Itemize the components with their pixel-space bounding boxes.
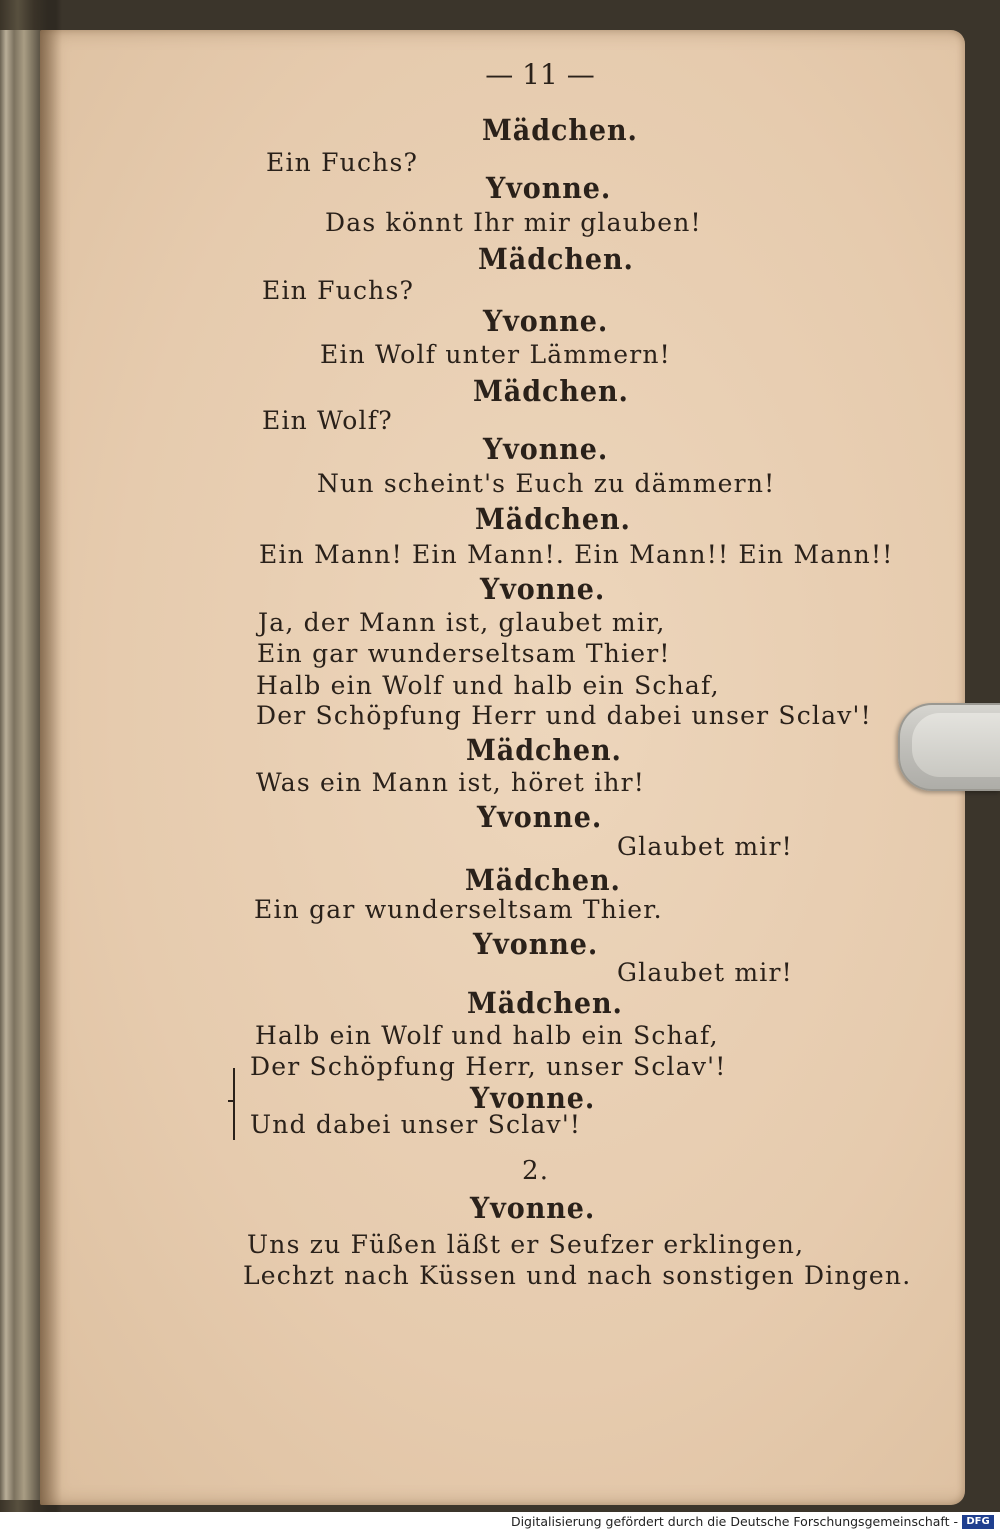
page-number: — 11 —: [485, 58, 595, 91]
verse-line: Was ein Mann ist, höret ihr!: [256, 768, 646, 797]
verse-line: Ein gar wunderseltsam Thier!: [257, 639, 671, 668]
verse-line: Ein Fuchs?: [266, 148, 419, 177]
verse-line: Ein gar wunderseltsam Thier.: [254, 895, 663, 924]
speaker-label: Yvonne.: [483, 304, 609, 338]
verse-line: Halb ein Wolf und halb ein Schaf,: [256, 671, 720, 700]
verse-line: Ein Wolf?: [262, 406, 393, 435]
verse-line: Ein Mann! Ein Mann!. Ein Mann!! Ein Mann!!: [259, 540, 894, 569]
verse-line: Und dabei unser Sclav'!: [250, 1110, 582, 1139]
verse-line: Uns zu Füßen läßt er Seufzer erklingen,: [247, 1230, 805, 1259]
footer-bar: [0, 1512, 1000, 1533]
speaker-label: Mädchen.: [466, 733, 622, 767]
verse-line: Halb ein Wolf und halb ein Schaf,: [255, 1021, 719, 1050]
speaker-label: Yvonne.: [470, 1191, 596, 1225]
speaker-label: Mädchen.: [473, 374, 629, 408]
verse-line: Das könnt Ihr mir glauben!: [325, 208, 702, 237]
verse-line: Nun scheint's Euch zu dämmern!: [317, 469, 776, 498]
verse-line: Ja, der Mann ist, glaubet mir,: [258, 608, 666, 637]
page-gutter-shadow: [40, 30, 62, 1505]
verse-bracket-tip: [228, 1100, 234, 1102]
verse-bracket: [233, 1068, 245, 1140]
speaker-label: Mädchen.: [482, 113, 638, 147]
verse-line: Glaubet mir!: [617, 832, 793, 861]
verse-line: Glaubet mir!: [617, 958, 793, 987]
footer-credit: Digitalisierung gefördert durch die Deutsche Forschungsgemeinschaft -: [510, 1514, 958, 1529]
section-number: 2.: [522, 1156, 550, 1186]
speaker-label: Yvonne.: [477, 800, 603, 834]
speaker-label: Yvonne.: [483, 432, 609, 466]
speaker-label: Mädchen.: [467, 986, 623, 1020]
speaker-label: Yvonne.: [470, 1081, 596, 1115]
speaker-label: Mädchen.: [475, 502, 631, 536]
speaker-label: Mädchen.: [465, 863, 621, 897]
verse-line: Der Schöpfung Herr und dabei unser Sclav'!: [256, 701, 872, 730]
speaker-label: Mädchen.: [478, 242, 634, 276]
verse-line: Der Schöpfung Herr, unser Sclav'!: [250, 1052, 727, 1081]
speaker-label: Yvonne.: [480, 572, 606, 606]
verse-line: Ein Fuchs?: [262, 276, 415, 305]
speaker-label: Yvonne.: [473, 927, 599, 961]
dfg-logo: DFG: [962, 1515, 994, 1529]
verse-line: Lechzt nach Küssen und nach sonstigen Dingen.: [243, 1261, 912, 1290]
verse-line: Ein Wolf unter Lämmern!: [320, 340, 671, 369]
page-clip-tab-inner: [912, 713, 1000, 777]
speaker-label: Yvonne.: [486, 171, 612, 205]
